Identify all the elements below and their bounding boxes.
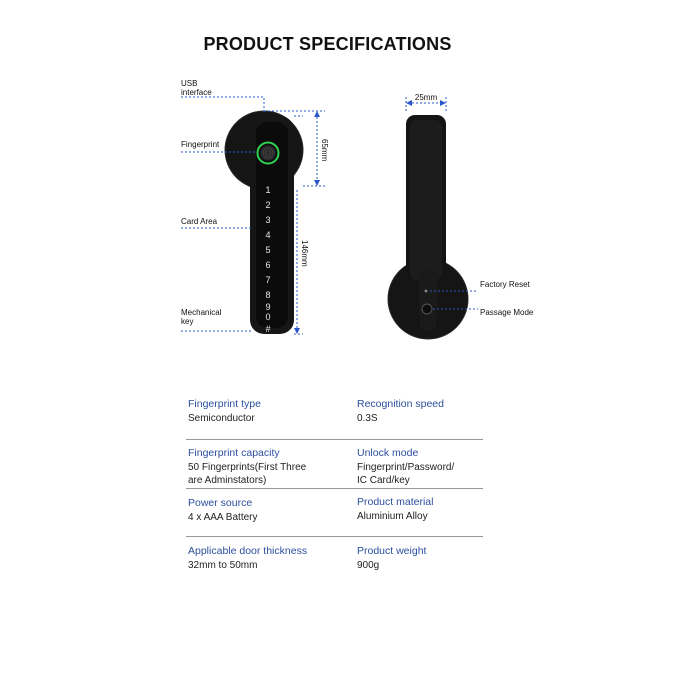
spec-power-source [188,497,257,524]
side-view [388,93,534,339]
spec-divider [186,488,483,489]
spec-label: Product weight [357,545,427,557]
spec-value: Semiconductor [188,413,255,424]
side-width-label: 25mm [414,93,438,102]
usb-label-line1: USB [181,79,198,88]
spec-unlock-mode [357,447,454,487]
spec-value: Fingerprint/Password/ IC Card/key [357,462,455,486]
card-area-label: Card Area [181,217,218,226]
spec-label: Recognition speed [357,398,444,410]
key-2: 2 [265,200,271,210]
key-8: 8 [265,290,271,300]
spec-label: Fingerprint capacity [188,447,280,459]
spec-value: Aluminium Alloy [357,511,428,522]
rose-height-label: 65mm [320,139,329,162]
spec-value: 4 x AAA Battery [188,512,258,523]
keypad [265,185,270,334]
key-9: 9 [265,302,271,312]
spec-value: 50 Fingerprints(First Three are Adminstators) [188,462,307,486]
factory-reset-label: Factory Reset [480,280,530,289]
spec-label: Power source [188,497,253,509]
spec-value: 900g [357,560,380,571]
usb-label-line2: interface [181,88,212,97]
spec-label: Product material [357,496,434,508]
spec-value: 32mm to 50mm [188,560,258,571]
usb-leader-line [181,97,264,113]
spec-divider [186,536,483,537]
factory-reset-button-icon [425,290,428,293]
key-hash: # [265,324,271,334]
mechanical-key-label-line1: Mechanical [181,308,222,317]
page-title: PRODUCT SPECIFICATIONS [203,34,452,54]
spec-label: Unlock mode [357,447,419,459]
key-3: 3 [265,215,271,225]
spec-fingerprint-capacity [188,447,306,487]
key-4: 4 [265,230,271,240]
spec-product-material [357,496,433,523]
handle-length-label: 146mm [300,240,309,267]
key-5: 5 [265,245,271,255]
passage-mode-label: Passage Mode [480,308,534,317]
spec-divider [186,439,483,440]
spec-label: Applicable door thickness [188,545,308,557]
spec-value: 0.3S [357,413,378,424]
key-1: 1 [265,185,271,195]
key-7: 7 [265,275,271,285]
spec-label: Fingerprint type [188,398,261,410]
key-6: 6 [265,260,271,270]
mechanical-key-label-line2: key [181,317,194,326]
fingerprint-label: Fingerprint [181,140,220,149]
passage-mode-button-icon [422,304,432,314]
key-0: 0 [265,312,271,322]
spec-product-weight [357,545,426,572]
fingerprint-sensor-icon [258,143,279,164]
spec-fingerprint-type [188,398,261,425]
spec-door-thickness [188,545,307,572]
spec-recognition-speed [357,398,444,425]
front-view [181,79,329,334]
